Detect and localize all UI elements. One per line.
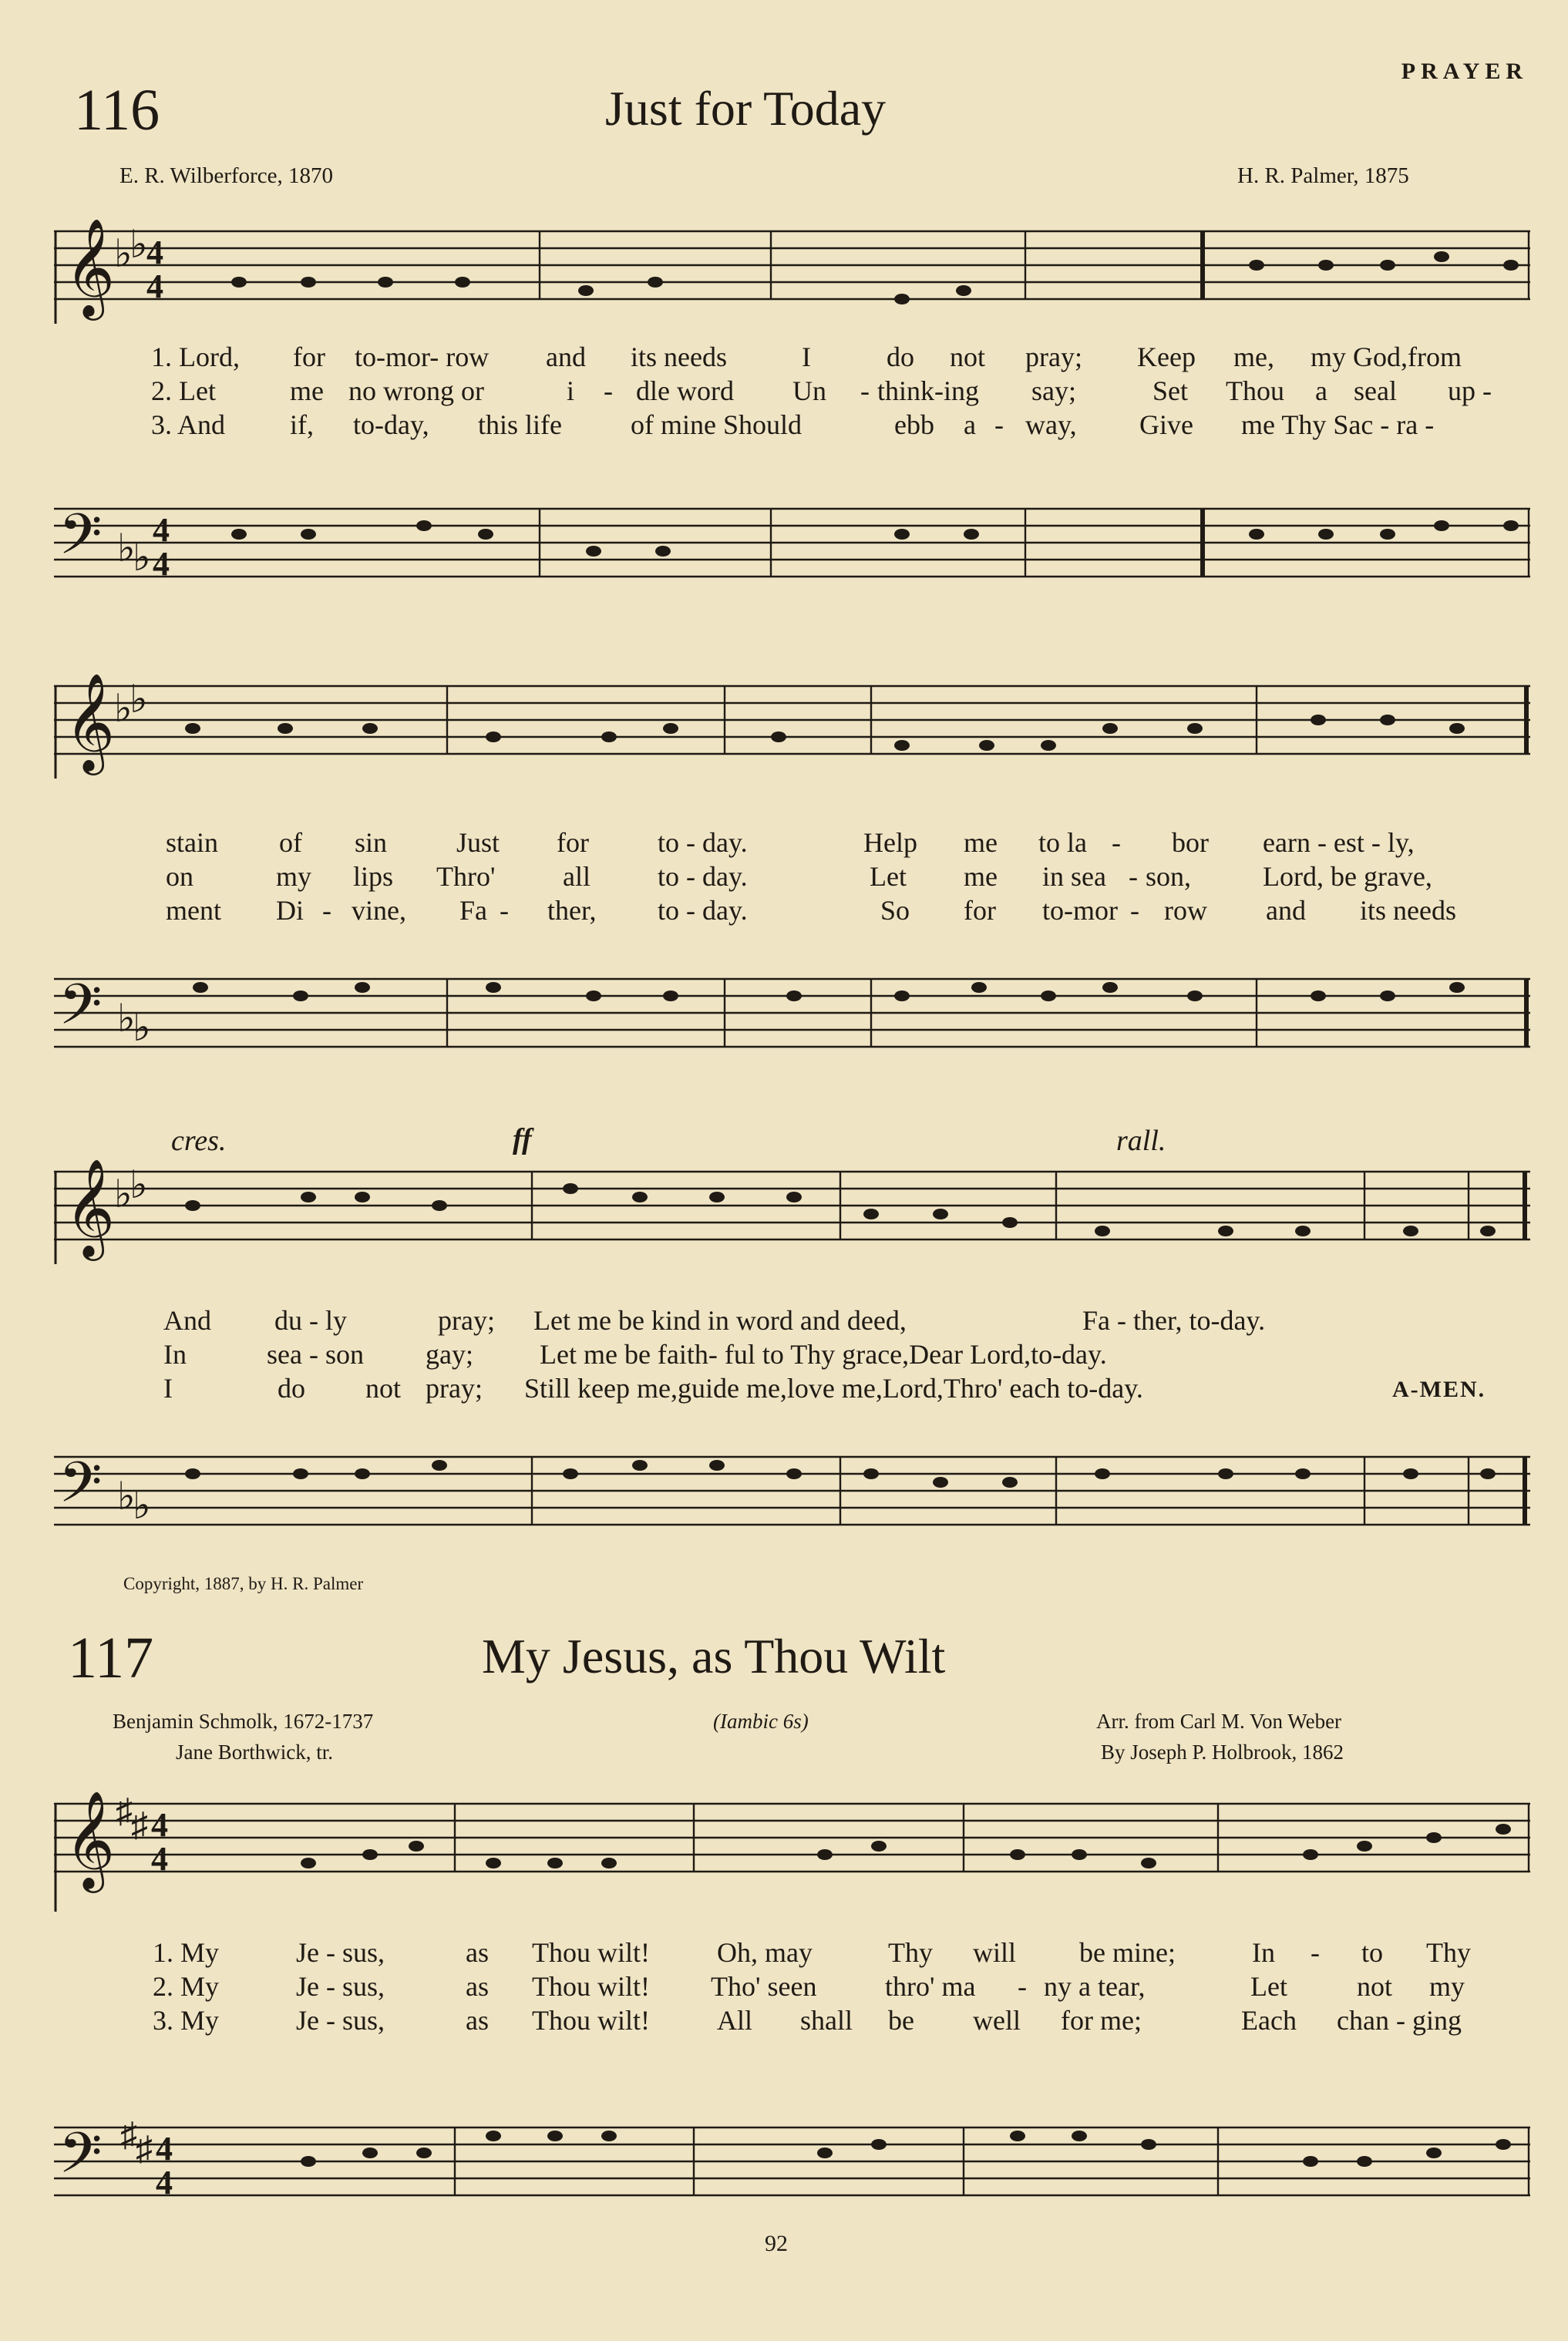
music-credit-117: By Joseph P. Holbrook, 1862 bbox=[1101, 1741, 1344, 1764]
hymn-title-117: My Jesus, as Thou Wilt bbox=[482, 1629, 946, 1683]
music-arr-credit: Arr. from Carl M. Von Weber bbox=[1096, 1710, 1342, 1733]
lyric-line-8: In sea - son gay; Let me be faith- ful to Thy grace,Dear Lord,to-day. bbox=[163, 1339, 1107, 1370]
bass-staff-117 bbox=[54, 2081, 1530, 2235]
copyright-notice: Copyright, 1887, by H. R. Palmer bbox=[123, 1574, 364, 1593]
svg-text:♯: ♯ bbox=[131, 1806, 148, 1844]
svg-text:4: 4 bbox=[146, 234, 163, 271]
svg-text:4: 4 bbox=[146, 267, 163, 305]
svg-text:♭: ♭ bbox=[117, 997, 136, 1040]
page-number: 92 bbox=[765, 2231, 788, 2256]
svg-text:𝄞: 𝄞 bbox=[65, 217, 116, 316]
treble-staff-2 bbox=[54, 671, 1530, 779]
svg-text:♭: ♭ bbox=[133, 1484, 151, 1527]
lyric-line-2: 2. Let me no wrong or i - dle word Un - think-ing say; Set Thou a seal up - bbox=[151, 375, 1492, 406]
svg-text:4: 4 bbox=[151, 1840, 168, 1878]
svg-text:♭: ♭ bbox=[114, 232, 133, 275]
svg-text:♭: ♭ bbox=[133, 536, 151, 579]
svg-text:𝄞: 𝄞 bbox=[65, 672, 116, 771]
translator-credit: Jane Borthwick, tr. bbox=[176, 1741, 333, 1764]
lyric-line-5: on my lips Thro' all to - day. Let me in sea - son, Lord, be grave, bbox=[166, 861, 1432, 892]
svg-text:4: 4 bbox=[156, 2130, 173, 2168]
words-credit-117: Benjamin Schmolk, 1672-1737 bbox=[113, 1710, 374, 1733]
lyric-line-3: 3. And if, to-day, this life of mine Should ebb a - way, Give me Thy Sac - ra - bbox=[151, 409, 1435, 440]
lyric-line-9: I do not pray; Still keep me,guide me,love me,Lord,Thro' each to-day. bbox=[163, 1373, 1143, 1404]
svg-text:4: 4 bbox=[153, 545, 170, 583]
dynamic-ff: ff bbox=[513, 1123, 532, 1155]
svg-text:4: 4 bbox=[153, 511, 170, 549]
music-credit: H. R. Palmer, 1875 bbox=[1237, 163, 1409, 188]
meter-label: (Iambic 6s) bbox=[713, 1710, 809, 1733]
dynamic-cresc: cres. bbox=[171, 1125, 227, 1157]
lyric-line-6: ment Di - vine, Fa - ther, to - day. So for to-mor - row and its needs bbox=[166, 895, 1456, 926]
svg-text:♯: ♯ bbox=[116, 1792, 133, 1830]
lyric-line-117-2: 2. My Je - sus, as Thou wilt! Tho' seen thro' ma - ny a tear, Let not my bbox=[153, 1971, 1465, 2002]
svg-text:𝄢: 𝄢 bbox=[59, 501, 103, 580]
svg-text:𝄢: 𝄢 bbox=[59, 2120, 103, 2199]
lyric-line-117-1: 1. My Je - sus, as Thou wilt! Oh, may Thy will be mine; In - to Thy bbox=[153, 1937, 1471, 1968]
lyric-line-117-3: 3. My Je - sus, as Thou wilt! All shall be well for me; Each chan - ging bbox=[153, 2005, 1462, 2036]
svg-text:4: 4 bbox=[156, 2164, 173, 2201]
svg-text:♯: ♯ bbox=[120, 2116, 137, 2154]
svg-text:♭: ♭ bbox=[130, 223, 148, 266]
hymn-number: 116 bbox=[74, 78, 160, 143]
svg-text:𝄞: 𝄞 bbox=[65, 1790, 116, 1889]
treble-staff bbox=[54, 216, 1530, 324]
treble-staff-3 bbox=[54, 1156, 1530, 1264]
dynamic-rall: rall. bbox=[1116, 1125, 1166, 1157]
svg-text:♭: ♭ bbox=[133, 1006, 151, 1049]
treble-staff-117 bbox=[54, 1788, 1530, 1912]
svg-text:𝄢: 𝄢 bbox=[59, 971, 103, 1051]
svg-text:♭: ♭ bbox=[130, 678, 148, 721]
hymn-title: Just for Today bbox=[605, 81, 887, 136]
svg-text:♭: ♭ bbox=[114, 687, 133, 730]
svg-text:♭: ♭ bbox=[114, 1172, 133, 1216]
bass-staff bbox=[54, 493, 1530, 617]
svg-text:♯: ♯ bbox=[136, 2130, 153, 2168]
bass-staff-3 bbox=[54, 1441, 1530, 1557]
hymn-number-117: 117 bbox=[68, 1626, 154, 1690]
amen-label: A-MEN. bbox=[1392, 1377, 1486, 1402]
svg-text:♭: ♭ bbox=[117, 1475, 136, 1518]
lyric-line-4: stain of sin Just for to - day. Help me to la - bor earn - est - ly, bbox=[166, 827, 1415, 858]
svg-text:♭: ♭ bbox=[117, 526, 136, 570]
section-label: PRAYER bbox=[1401, 59, 1528, 84]
lyric-line-7: And du - ly pray; Let me be kind in word and deed, Fa - ther, to-day. bbox=[163, 1305, 1266, 1336]
bass-staff-2 bbox=[54, 964, 1530, 1071]
svg-text:𝄞: 𝄞 bbox=[65, 1158, 116, 1256]
lyric-line-1: 1. Lord, for to-mor- row and its needs I do not pray; Keep me, my God,from bbox=[151, 341, 1462, 372]
svg-text:4: 4 bbox=[151, 1806, 168, 1844]
svg-text:♭: ♭ bbox=[130, 1163, 148, 1206]
words-credit: E. R. Wilberforce, 1870 bbox=[119, 163, 333, 188]
svg-text:𝄢: 𝄢 bbox=[59, 1449, 103, 1529]
